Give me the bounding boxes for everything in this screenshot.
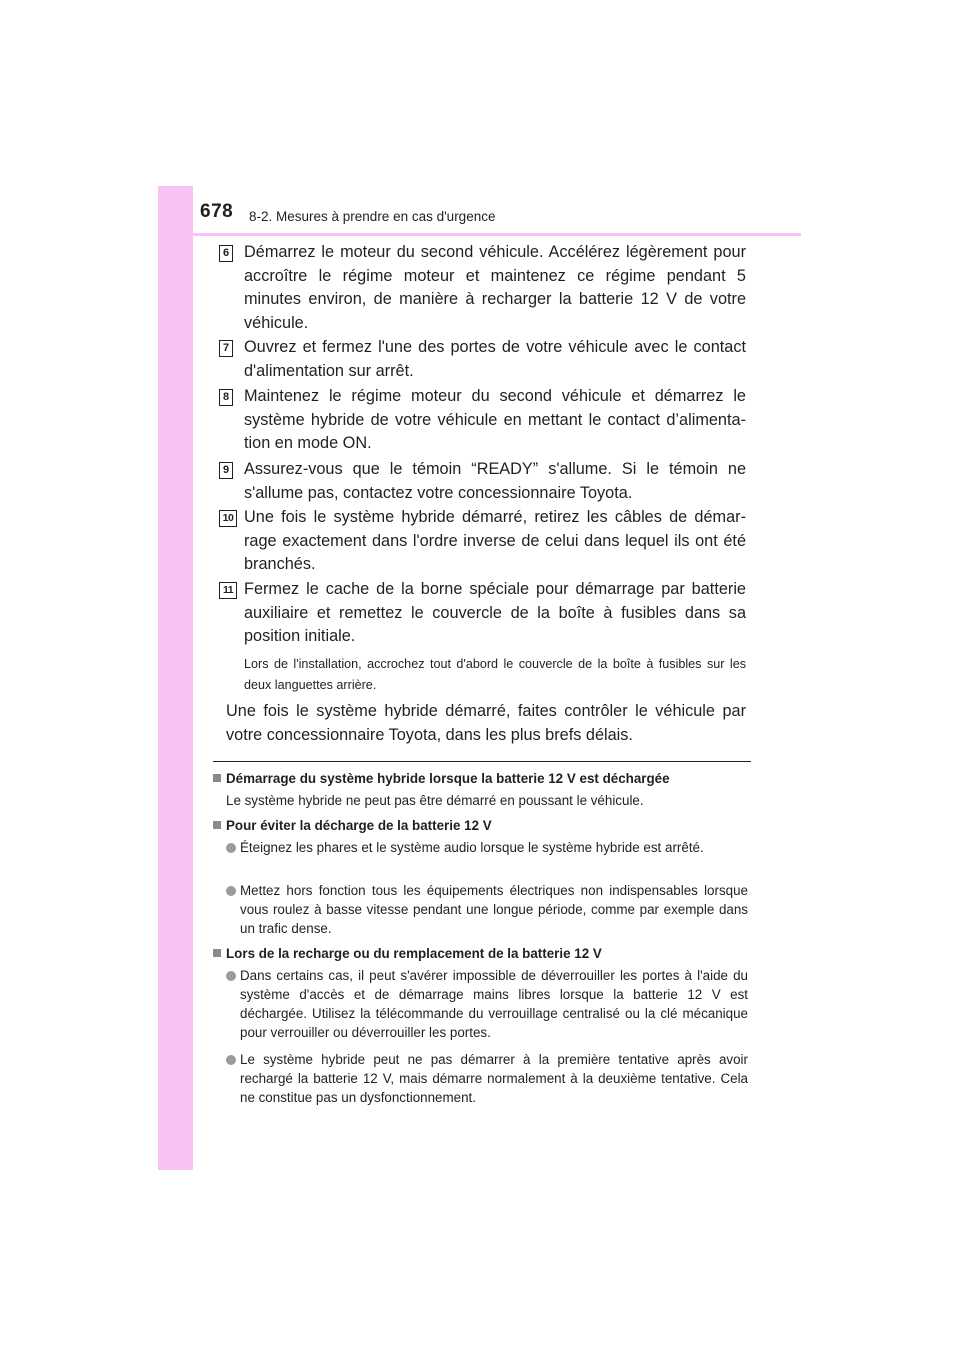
heading-text: Lors de la recharge ou du remplacement de la batterie 12 V: [226, 946, 602, 961]
page-number: 678: [200, 201, 234, 222]
list-item: [226, 881, 748, 938]
step-9: [219, 458, 746, 505]
bullet-text: Mettez hors fonction tous les équipements électriques non indispensables lorsque vous roulez à basse vitesse pendant une longue période, comme par exemple dans un trafic dense.: [240, 883, 748, 936]
step-number-badge: 8: [219, 389, 233, 406]
list-item: [226, 838, 748, 857]
step-number-badge: 7: [219, 340, 233, 357]
list-item: [226, 966, 748, 1042]
section-divider: [213, 761, 751, 762]
step-7: [219, 336, 746, 383]
step-11-note: Lors de l'installation, accrochez tout d'abord le couvercle de la boîte à fusibles sur les deux languettes arrière.: [244, 657, 746, 692]
step-8: [219, 385, 746, 456]
bullet-text: Dans certains cas, il peut s'avérer impossible de déverrouiller les portes à l'aide du système d'accès et de démarrage mains libres lorsque la batterie 12 V est déchargée. Utilisez la télécommande du verrouillage centralisé ou la clé mécanique pour verrouiller ou déverrouiller les portes.: [240, 968, 748, 1040]
heading-text: Pour éviter la décharge de la batterie 12 V: [226, 818, 492, 833]
chapter-side-tab: [158, 186, 193, 1170]
step-6: [219, 241, 746, 335]
round-bullet-icon: [226, 971, 236, 981]
square-bullet-icon: [213, 774, 221, 782]
heading-text: Démarrage du système hybride lorsque la batterie 12 V est déchargée: [226, 771, 670, 786]
list-item: [226, 1050, 748, 1107]
step-text: Assurez-vous que le témoin “READY” s'allume. Si le témoin ne s'allume pas, contactez votre concessionnaire Toyota.: [244, 460, 746, 502]
section-title: 8-2. Mesures à prendre en cas d'urgence: [249, 209, 496, 224]
info-heading-recharge-replace: [213, 946, 753, 961]
step-11: [219, 578, 746, 649]
step-text: Démarrez le moteur du second véhicule. Accélérez légèrement pour accroître le régime moteur et maintenez ce régime pendant 5 minutes environ, de manière à recharger la batterie 12 V de votre véhicule.: [244, 243, 746, 332]
step-text: Fermez le cache de la borne spéciale pour démarrage par batterie auxiliaire et remettez le couvercle de la boîte à fusibles dans sa position initiale.: [244, 580, 746, 646]
bullet-text: Éteignez les phares et le système audio lorsque le système hybride est arrêté.: [240, 840, 704, 855]
step-number-badge: 9: [219, 462, 233, 479]
header-rule: [193, 233, 801, 236]
info-heading-avoid-discharge: [213, 818, 753, 833]
step-number-badge: 10: [219, 510, 237, 527]
step-text: Maintenez le régime moteur du second véhicule et démarrez le système hybride de votre véhicule en mettant le contact d’alimenta-tion en mode ON.: [244, 387, 746, 453]
round-bullet-icon: [226, 843, 236, 853]
step-10: [219, 506, 746, 577]
summary-paragraph: Une fois le système hybride démarré, faites contrôler le véhicule par votre concessionnaire Toyota, dans les plus brefs délais.: [226, 702, 746, 744]
bullet-text: Le système hybride peut ne pas démarrer à la première tentative après avoir rechargé la batterie 12 V, mais démarre normalement à la deuxième tentative. Cela ne constitue pas un dysfonctionnement.: [240, 1052, 748, 1105]
step-number-badge: 11: [219, 582, 237, 599]
info-heading-dead-battery: [213, 771, 753, 786]
round-bullet-icon: [226, 886, 236, 896]
info-text-dead-battery: Le système hybride ne peut pas être démarré en poussant le véhicule.: [226, 793, 644, 808]
step-text: Une fois le système hybride démarré, retirez les câbles de démar-rage exactement dans l'ordre inverse de celui dans lequel ils ont été branchés.: [244, 508, 746, 574]
square-bullet-icon: [213, 821, 221, 829]
step-number-badge: 6: [219, 245, 233, 262]
square-bullet-icon: [213, 949, 221, 957]
round-bullet-icon: [226, 1055, 236, 1065]
step-text: Ouvrez et fermez l'une des portes de votre véhicule avec le contact d'alimentation sur arrêt.: [244, 338, 746, 380]
